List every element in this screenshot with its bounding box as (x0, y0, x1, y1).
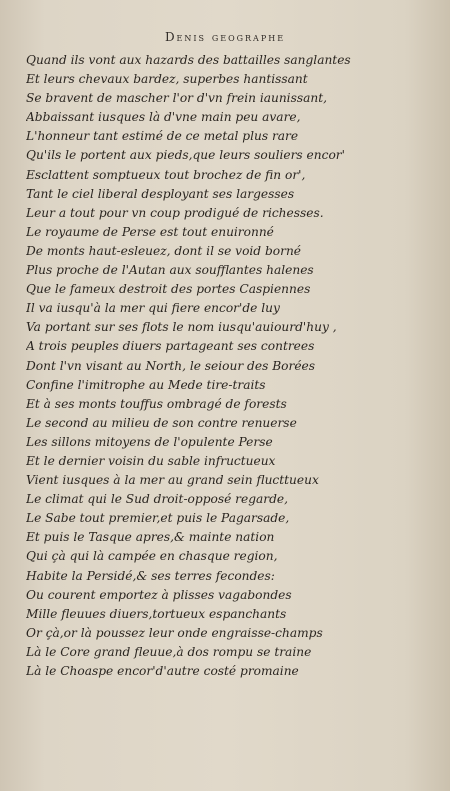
poem-line: Et puis le Tasque apres,& mainte nation (26, 530, 275, 545)
poem-line: Le climat qui le Sud droit-opposé regarde, (26, 492, 288, 507)
poem-line: Qui çà qui là campée en chasque region, (26, 549, 278, 564)
poem-line: Esclattent somptueux tout brochez de fin or', (26, 167, 306, 182)
poem-line: Les sillons mitoyens de l'opulente Perse (26, 434, 273, 449)
poem-line: Là le Core grand fleuue,à dos rompu se traine (26, 644, 312, 659)
poem-line: Qu'ils le portent aux pieds,que leurs souliers encor' (26, 148, 345, 163)
poem-line: L'honneur tant estimé de ce metal plus rare (26, 129, 299, 144)
running-head: Denis geographe (164, 30, 286, 44)
poem-line: Et leurs chevaux bardez, superbes hantissant (26, 72, 308, 87)
poem-line: A trois peuples diuers partageant ses contrees (26, 339, 315, 354)
poem-line: Dont l'vn visant au North, le seiour des Borées (26, 358, 316, 373)
poem-line: Et le dernier voisin du sable infructueux (26, 453, 276, 468)
poem-line: Ou courent emportez à plisses vagabondes (26, 587, 292, 602)
poem-line: Abbaissant iusques là d'vne main peu avare, (26, 110, 301, 125)
poem-line: Le royaume de Perse est tout enuironné (26, 224, 274, 239)
poem-line: Leur a tout pour vn coup prodigué de richesses. (26, 205, 324, 220)
poem-line: Va portant sur ses flots le nom iusqu'auiourd'huy , (26, 320, 337, 335)
poem-line: Le second au milieu de son contre renuerse (26, 415, 297, 430)
poem-line: Là le Choaspe encor'd'autre costé promaine (26, 664, 299, 678)
poem-line: De monts haut-esleuez, dont il se void borné (26, 243, 302, 258)
poem-line: Mille fleuues diuers,tortueux espanchants (26, 606, 287, 621)
poem-line: Quand ils vont aux hazards des battailles sanglantes (26, 53, 351, 67)
poem-line: Et à ses monts touffus ombragé de forests (26, 396, 287, 411)
poem-line: Or çà,or là poussez leur onde engraisse-champs (26, 625, 323, 640)
poem-line: Confine l'imitrophe au Mede tire-traits (26, 377, 266, 392)
poem-line: Que le fameux destroit des portes Caspiennes (26, 282, 311, 297)
poem-line: Vient iusques à la mer au grand sein flucttueux (26, 473, 319, 488)
poem-text (26, 51, 441, 681)
poem-line: Il va iusqu'à la mer qui fiere encor'de luy (26, 301, 280, 316)
poem-line: Le Sabe tout premier,et puis le Pagarsade, (26, 511, 290, 526)
poem-line: Tant le ciel liberal desployant ses largesses (26, 186, 295, 201)
poem-line: Habite la Persidé,& ses terres fecondes: (26, 568, 275, 583)
poem-line: Se bravent de mascher l'or d'vn frein iaunissant, (26, 91, 327, 106)
poem-line: Plus proche de l'Autan aux soufflantes halenes (26, 263, 314, 278)
